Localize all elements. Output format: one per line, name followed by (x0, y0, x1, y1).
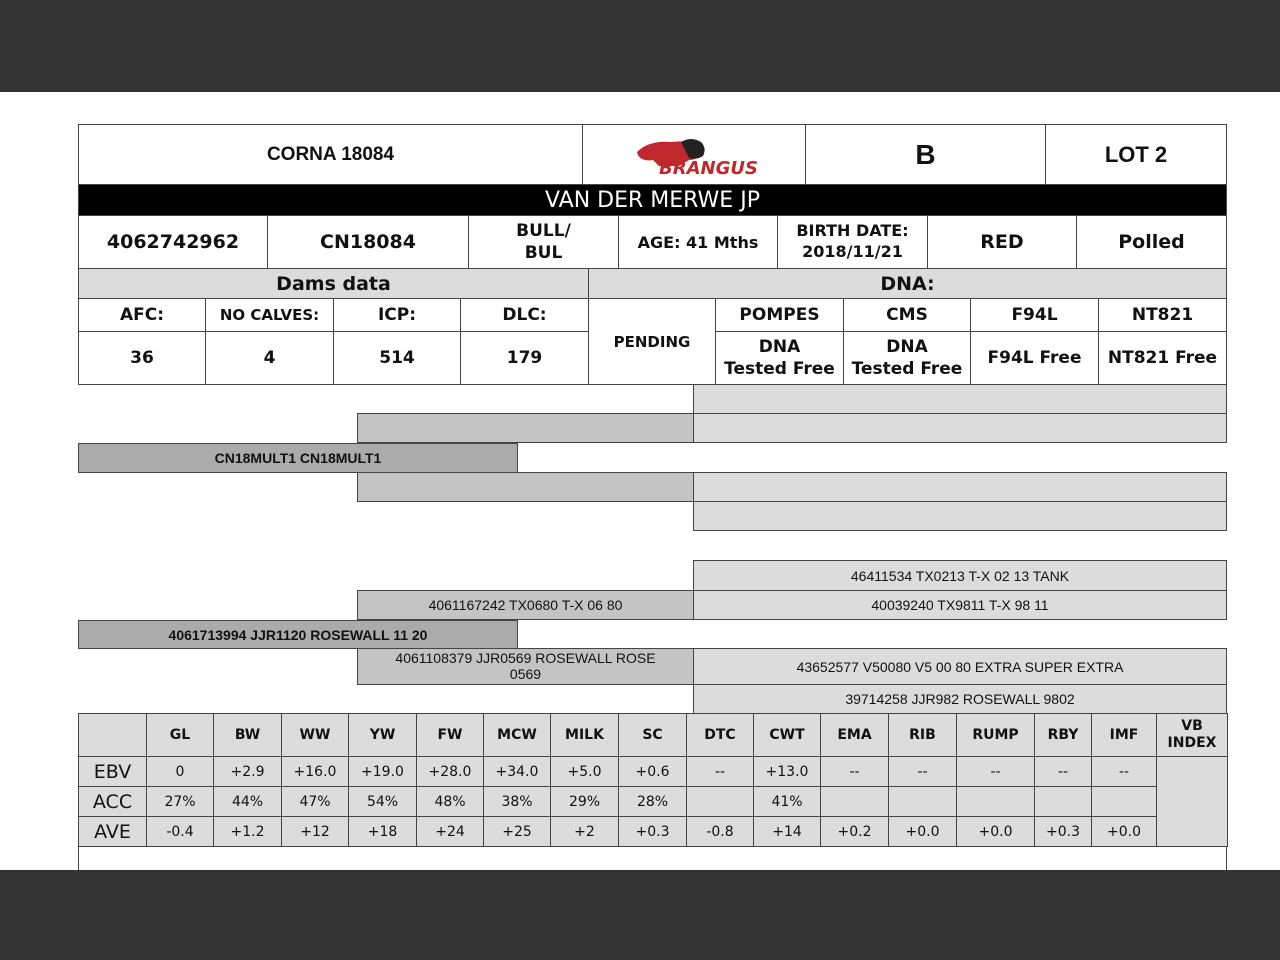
icp-label: ICP: (333, 298, 461, 332)
bull-logo-icon (619, 130, 769, 180)
ebv-header-rump: RUMP (956, 713, 1035, 757)
ebv-cell: 38% (483, 786, 551, 817)
ebv-cell: +14 (753, 816, 821, 847)
ebv-row-label-ave: AVE (78, 816, 147, 847)
ebv-cell: -- (820, 756, 889, 787)
animal-code: CN18084 (267, 215, 469, 269)
dlc-value: 179 (460, 331, 589, 385)
ebv-header-mcw: MCW (483, 713, 551, 757)
afc-value: 36 (78, 331, 206, 385)
ebv-cell: -- (888, 756, 957, 787)
ebv-cell: +5.0 (550, 756, 619, 787)
pedigree-dam-sire: 4061167242 TX0680 T-X 06 80 (357, 590, 694, 620)
no-calves-value: 4 (205, 331, 334, 385)
animal-name: CORNA 18084 (78, 124, 583, 185)
pedigree-gg-4: 39714258 JJR982 ROSEWALL 9802 (693, 684, 1227, 714)
dams-title: Dams data (78, 268, 589, 299)
vb-index-value (1156, 756, 1228, 847)
brangus-logo (582, 124, 806, 185)
no-calves-label: NO CALVES: (205, 298, 334, 332)
birth-date: BIRTH DATE: 2018/11/21 (777, 215, 928, 269)
ebv-cell: +34.0 (483, 756, 551, 787)
ebv-header-ema: EMA (820, 713, 889, 757)
ebv-cell (956, 786, 1035, 817)
ebv-cell: 48% (416, 786, 484, 817)
nt821-value: NT821 Free (1098, 331, 1227, 385)
ebv-cell: +28.0 (416, 756, 484, 787)
ebv-cell: +24 (416, 816, 484, 847)
ebv-cell: -- (1091, 756, 1157, 787)
ebv-cell: +0.0 (1091, 816, 1157, 847)
ebv-cell: +2 (550, 816, 619, 847)
ebv-cell: 54% (348, 786, 417, 817)
ebv-cell: -- (1034, 756, 1092, 787)
ebv-cell: -- (686, 756, 754, 787)
ebv-header-bw: BW (213, 713, 282, 757)
ebv-cell (1091, 786, 1157, 817)
ebv-header-imf: IMF (1091, 713, 1157, 757)
ebv-cell: +0.0 (888, 816, 957, 847)
ebv-cell: 0 (146, 756, 214, 787)
ebv-header-dtc: DTC (686, 713, 754, 757)
ebv-header-ww: WW (281, 713, 349, 757)
ebv-cell: 41% (753, 786, 821, 817)
pedigree-sire-dam (357, 472, 694, 502)
ebv-cell (820, 786, 889, 817)
ebv-cell: +16.0 (281, 756, 349, 787)
grade: B (805, 124, 1046, 185)
ebv-cell: +0.6 (618, 756, 687, 787)
pedigree-ggd-1 (693, 413, 1227, 443)
icp-value: 514 (333, 331, 461, 385)
ebv-header-rby: RBY (1034, 713, 1092, 757)
ebv-cell: +25 (483, 816, 551, 847)
ebv-cell: +12 (281, 816, 349, 847)
ebv-cell: +2.9 (213, 756, 282, 787)
pedigree-ggs-1 (693, 384, 1227, 414)
ebv-cell (888, 786, 957, 817)
pedigree-dam-dam: 4061108379 JJR0569 ROSEWALL ROSE 0569 (357, 648, 694, 685)
ebv-cell: +0.2 (820, 816, 889, 847)
pedigree-gg-2: 40039240 TX9811 T-X 98 11 (693, 590, 1227, 620)
ebv-corner (78, 713, 147, 757)
pedigree-dam: 4061713994 JJR1120 ROSEWALL 11 20 (78, 620, 518, 649)
ebv-cell: 29% (550, 786, 619, 817)
cms-value: DNA Tested Free (843, 331, 971, 385)
nt821-label: NT821 (1098, 298, 1227, 332)
lot-number: LOT 2 (1045, 124, 1227, 185)
cms-label: CMS (843, 298, 971, 332)
pedigree-gg-1: 46411534 TX0213 T-X 02 13 TANK (693, 560, 1227, 591)
ebv-row-label-acc: ACC (78, 786, 147, 817)
f94l-label: F94L (970, 298, 1099, 332)
ebv-header-yw: YW (348, 713, 417, 757)
ebv-cell: 28% (618, 786, 687, 817)
colour: RED (927, 215, 1077, 269)
pompes-value: DNA Tested Free (715, 331, 844, 385)
ebv-header-fw: FW (416, 713, 484, 757)
ebv-header-vb-index: VB INDEX (1156, 713, 1228, 757)
pedigree-ggd-2 (693, 501, 1227, 531)
ebv-cell: +19.0 (348, 756, 417, 787)
top-dark-bar (0, 0, 1280, 92)
ebv-row-label-ebv: EBV (78, 756, 147, 787)
bottom-dark-bar (0, 870, 1280, 960)
sex: BULL/ BUL (468, 215, 619, 269)
ebv-cell: +13.0 (753, 756, 821, 787)
ebv-cell: -0.4 (146, 816, 214, 847)
reg-number: 4062742962 (78, 215, 268, 269)
ebv-cell: +0.3 (618, 816, 687, 847)
dna-title: DNA: (588, 268, 1227, 299)
ebv-cell (1034, 786, 1092, 817)
owner-name: VAN DER MERWE JP (78, 184, 1227, 216)
pedigree-sire-sire (357, 413, 694, 443)
ebv-cell: +0.0 (956, 816, 1035, 847)
ebv-header-milk: MILK (550, 713, 619, 757)
pedigree-sire: CN18MULT1 CN18MULT1 (78, 443, 518, 473)
ebv-cell: 27% (146, 786, 214, 817)
ebv-cell: 44% (213, 786, 282, 817)
ebv-cell: +18 (348, 816, 417, 847)
f94l-value: F94L Free (970, 331, 1099, 385)
pedigree-ggs-2 (693, 472, 1227, 502)
ebv-header-rib: RIB (888, 713, 957, 757)
ebv-header-cwt: CWT (753, 713, 821, 757)
ebv-cell: +1.2 (213, 816, 282, 847)
dlc-label: DLC: (460, 298, 589, 332)
dna-status: PENDING (588, 298, 716, 385)
ebv-header-gl: GL (146, 713, 214, 757)
ebv-cell: 47% (281, 786, 349, 817)
svg-text:BRANGUS: BRANGUS (659, 157, 758, 179)
ebv-cell: -0.8 (686, 816, 754, 847)
horn-status: Polled (1076, 215, 1227, 269)
pedigree-gg-3: 43652577 V50080 V5 00 80 EXTRA SUPER EXTRA (693, 648, 1227, 685)
afc-label: AFC: (78, 298, 206, 332)
ebv-cell (686, 786, 754, 817)
ebv-cell: -- (956, 756, 1035, 787)
pompes-label: POMPES (715, 298, 844, 332)
ebv-cell: +0.3 (1034, 816, 1092, 847)
age: AGE: 41 Mths (618, 215, 778, 269)
ebv-header-sc: SC (618, 713, 687, 757)
